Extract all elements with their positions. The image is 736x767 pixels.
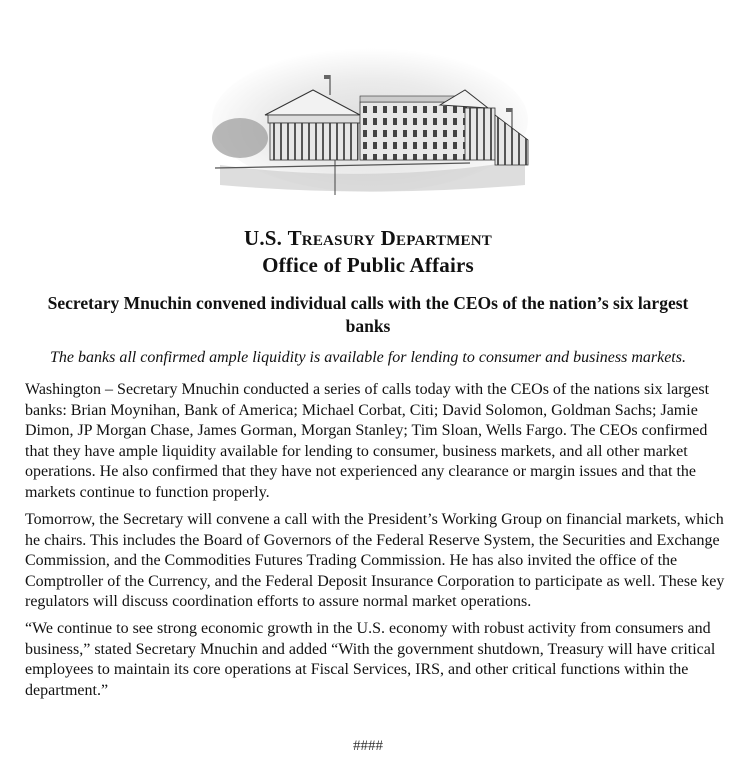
body-paragraph: “We continue to see strong economic growth in the U.S. economy with robust activity from consumers and business,” stated Secretary Mnuchin and added “With the government shutdown, Treasury will have critical employees to maintain its core operations at Fiscal Services, IRS, and other critical functions within the department.” xyxy=(25,620,716,699)
department-title-main: Treasury Department xyxy=(287,226,492,250)
press-release-headline: Secretary Mnuchin convened individual calls with the CEOs of the nation’s six largest banks xyxy=(47,293,689,336)
body-paragraph: Tomorrow, the Secretary will convene a call with the President’s Working Group on financial markets, which he chairs. This includes the Board of Governors of the Federal Reserve System, the Securities and Exchange Commission, and the Commodities Futures Trading Commission. He has also invited the office of the Comptroller of the Currency, and the Federal Deposit Insurance Corporation to participate as well. These key regulators will discuss coordination efforts to assure normal market operations. xyxy=(25,511,725,610)
press-release-subheadline: The banks all confirmed ample liquidity is available for lending to consumer and business markets. xyxy=(50,349,686,366)
department-title xyxy=(0,226,736,251)
end-mark: #### xyxy=(353,738,383,754)
office-title: Office of Public Affairs xyxy=(262,253,474,277)
treasury-building-engraving xyxy=(210,20,530,195)
body-paragraph: Washington – Secretary Mnuchin conducted a series of calls today with the CEOs of the nations six largest banks: Brian Moynihan, Bank of America; Michael Corbat, Citi; David Solomon, Goldman Sachs; Jamie Dimon, JP Morgan Chase, James Gorman, Morgan Stanley; Tim Sloan, Wells Fargo. The CEOs confirmed that they have ample liquidity available for lending to consumer, business markets, and all other market operations. He also confirmed that they have not experienced any clearance or margin issues and that the markets continue to function properly. xyxy=(25,381,710,501)
department-title-prefix: U.S. xyxy=(243,226,288,250)
